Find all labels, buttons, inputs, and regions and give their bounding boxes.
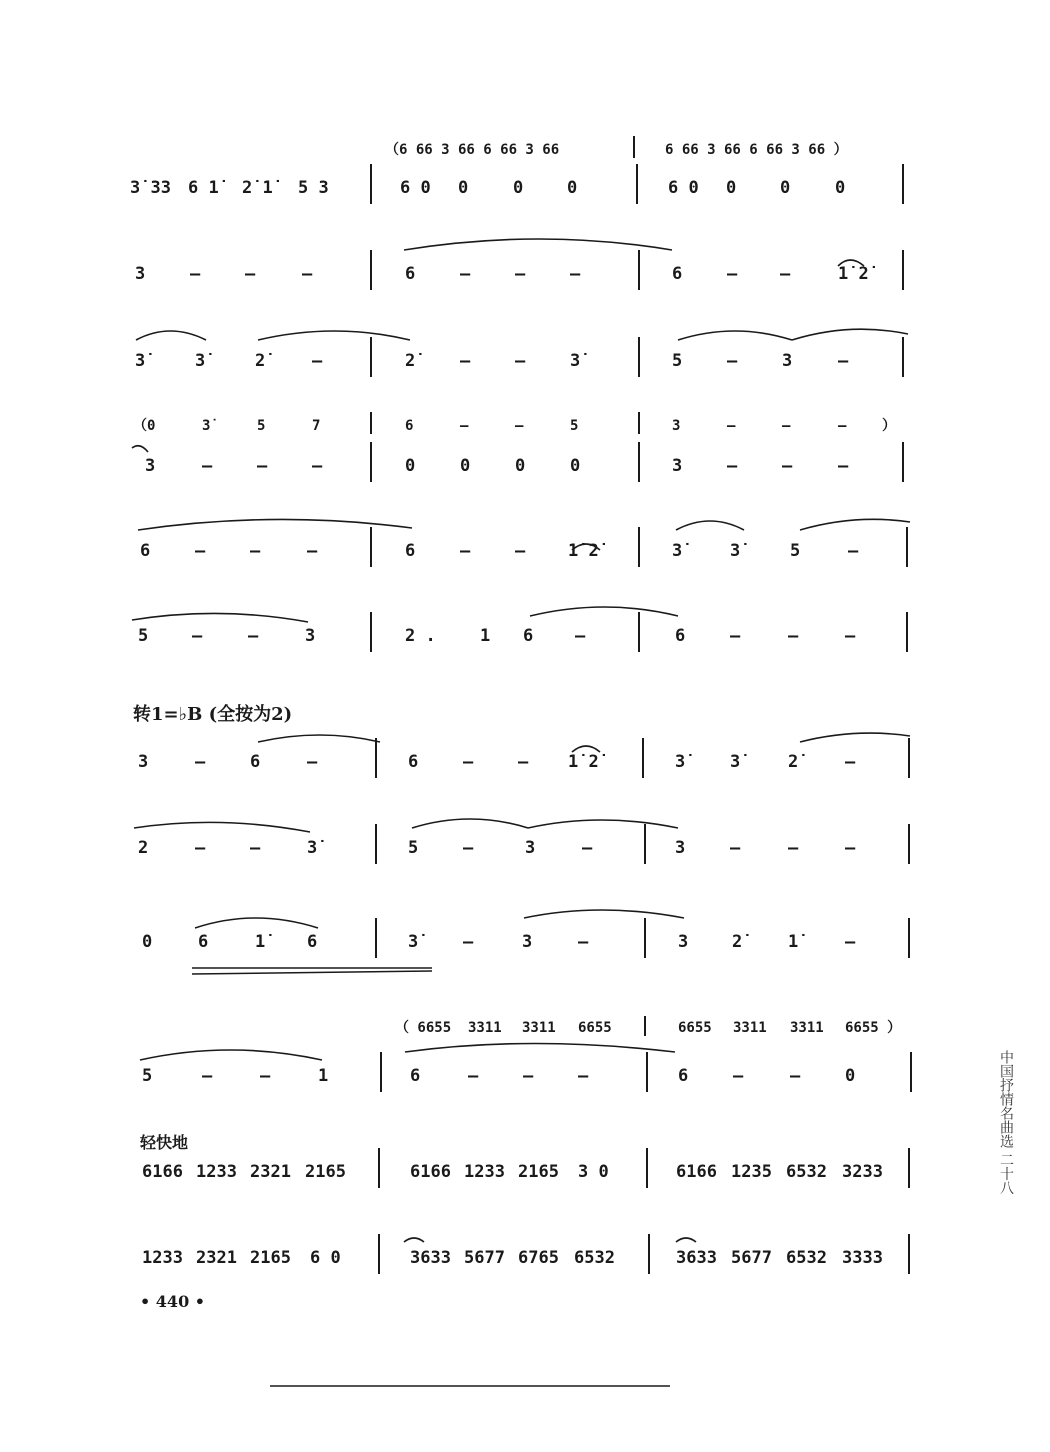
barline [910,1052,912,1092]
bracket-text: （ 6655 [395,1020,452,1036]
barline [902,337,904,377]
note: – [845,626,856,646]
note: 3633 [410,1248,451,1268]
barline [908,918,910,958]
note: – [260,1066,271,1086]
bracket-text: （0 [133,418,156,434]
note: – [518,752,529,772]
note: 0 [142,932,153,952]
note: 2165 [518,1162,559,1182]
note: 1 [318,1066,329,1086]
notes-line-3 [130,351,920,391]
barline [644,918,646,958]
note: 6 [405,541,416,561]
bracket-line-4 [130,416,920,456]
bracket-text: – [727,418,736,434]
barline [370,250,372,290]
note: – [307,752,318,772]
note: 0 [780,178,791,198]
notes-line-2 [130,264,920,304]
note: – [257,456,268,476]
note: – [250,838,261,858]
note: – [727,264,738,284]
slur [258,331,410,340]
note: – [202,456,213,476]
note: 2321 [196,1248,237,1268]
note: – [302,264,313,284]
barline [644,824,646,864]
note: 3 [782,351,793,371]
note: 2321 [250,1162,291,1182]
barline [638,527,640,567]
note: 0 [726,178,737,198]
note: 6 0 [310,1248,341,1268]
notes-line-12 [130,1248,920,1288]
note: 3̇ [570,351,581,371]
note: 6166 [676,1162,717,1182]
bracket-text: 6 66 3 66 6 66 3 66 ） [665,142,848,158]
note: – [845,752,856,772]
barline [638,412,640,434]
note: 3̇ [307,838,318,858]
barline [908,738,910,778]
barline [375,824,377,864]
note: 2 [138,838,149,858]
bracket-text: 3311 [468,1020,502,1036]
note: – [312,456,323,476]
note: – [250,541,261,561]
note: 6 [523,626,534,646]
note: – [790,1066,801,1086]
bracket-text: – [460,418,469,434]
note: 3 [305,626,316,646]
barline [908,1234,910,1274]
barline [370,527,372,567]
note: – [463,838,474,858]
barline [638,250,640,290]
note: 0 [513,178,524,198]
bracket-text: 3311 [733,1020,767,1036]
note: – [195,838,206,858]
note: 5 [138,626,149,646]
note: 3̇ [408,932,419,952]
barline [375,918,377,958]
barline [906,527,908,567]
note: – [460,541,471,561]
note: – [782,456,793,476]
note: 6166 [142,1162,183,1182]
note: – [195,752,206,772]
note: 3 [678,932,689,952]
note: 3633 [676,1248,717,1268]
notes-line-7 [130,752,920,792]
note: 6532 [574,1248,615,1268]
note: 1̇ 2̇ [838,264,869,284]
bracket-text: 6 [405,418,414,434]
note: 6 [410,1066,421,1086]
note: 2̇ 1̇ [242,178,273,198]
note: – [788,626,799,646]
note: 0 [567,178,578,198]
note: – [192,626,203,646]
slur [676,1238,696,1242]
note: – [463,932,474,952]
note: – [307,541,318,561]
note: 6 1̇ [188,178,219,198]
slur [800,519,910,530]
note: – [838,351,849,371]
note: – [848,541,859,561]
side-caption: 中国抒情名曲选 二十八 [998,1050,1014,1195]
bracket-text: 7 [312,418,321,434]
note: 3̇ [195,351,206,371]
note: 5 [142,1066,153,1086]
note: – [730,838,741,858]
slur [134,822,310,832]
note: – [780,264,791,284]
note: 6 [405,264,416,284]
note: 5 3 [298,178,329,198]
key-change-label: 转1=♭B (全按为2) [133,704,293,725]
note: 6 [408,752,419,772]
notes-line-1 [130,178,920,218]
note: – [460,351,471,371]
note: 1̇ 2̇ [568,541,599,561]
slur [404,1238,424,1242]
note: 1235 [731,1162,772,1182]
note: – [570,264,581,284]
note: 6532 [786,1162,827,1182]
note: 2̇ [732,932,743,952]
barline [375,738,377,778]
note: 3̇ [135,351,146,371]
note: 5 [672,351,683,371]
note: – [838,456,849,476]
note: 1̇ [255,932,266,952]
note: 3333 [842,1248,883,1268]
note: 3 [522,932,533,952]
barline [633,136,635,158]
note: 1233 [142,1248,183,1268]
note: 2̇ [255,351,266,371]
note: – [312,351,323,371]
notes-line-9 [130,932,920,972]
note: 2̇ [788,752,799,772]
notes-line-8 [130,838,920,878]
barline [370,612,372,652]
note: 0 [458,178,469,198]
note: – [468,1066,479,1086]
slur [404,239,672,250]
slur [412,819,528,828]
bracket-text: 3̇ [202,418,211,434]
note: 0 [845,1066,856,1086]
notes-line-6 [130,626,920,666]
note: – [245,264,256,284]
note: 0 [405,456,416,476]
note: 6 [250,752,261,772]
bracket-text: 3311 [522,1020,556,1036]
barline [644,1016,646,1036]
note: 3̇ [675,752,686,772]
barline [378,1234,380,1274]
note: 2 . [405,626,436,646]
note: 3 [145,456,156,476]
note: – [515,264,526,284]
note: – [578,932,589,952]
note: 0 [515,456,526,476]
barline [908,1148,910,1188]
note: 6765 [518,1248,559,1268]
note: 2165 [250,1248,291,1268]
barline [370,337,372,377]
page-number: • 440 • [140,1292,205,1311]
slur [676,521,744,530]
note: – [730,626,741,646]
slur [195,918,318,928]
note: – [727,351,738,371]
note: 3 [135,264,146,284]
barline [902,250,904,290]
barline [902,164,904,204]
note: – [575,626,586,646]
barline [370,164,372,204]
note: 0 [570,456,581,476]
bracket-text: – [838,418,847,434]
note: 2165 [305,1162,346,1182]
note: – [582,838,593,858]
note: 3̇ [730,541,741,561]
note: 6532 [786,1248,827,1268]
note: 5677 [731,1248,772,1268]
note: 3 [138,752,149,772]
barline [636,164,638,204]
slur [792,329,908,340]
barline [648,1234,650,1274]
barline [906,612,908,652]
note: 0 [460,456,471,476]
note: – [463,752,474,772]
note: – [202,1066,213,1086]
slur [524,910,684,918]
barline [370,412,372,434]
note: 0 [835,178,846,198]
note: – [248,626,259,646]
slur [800,733,910,742]
note: 6 [198,932,209,952]
bracket-text: ） [882,418,896,434]
bracket-text: – [782,418,791,434]
slur [132,613,308,622]
note: 5 [790,541,801,561]
bracket-text: 3 [672,418,681,434]
bracket-text: 6655 ） [845,1020,902,1036]
note: 6 [307,932,318,952]
note: – [578,1066,589,1086]
bracket-text: 6655 [678,1020,712,1036]
barline [378,1148,380,1188]
note: 3̇ [672,541,683,561]
note: 3 [672,456,683,476]
barline [908,824,910,864]
note: 6 [672,264,683,284]
bracket-text: – [515,418,524,434]
note: 5677 [464,1248,505,1268]
note: 1233 [464,1162,505,1182]
slur [678,331,792,340]
note: 6 0 [400,178,431,198]
note: 1233 [196,1162,237,1182]
note: – [788,838,799,858]
bracket-text: 5 [257,418,266,434]
note: 6 0 [668,178,699,198]
note: – [515,541,526,561]
note: 3 [525,838,536,858]
note: – [845,932,856,952]
note: – [195,541,206,561]
barline [638,337,640,377]
barline [638,612,640,652]
barline [646,1148,648,1188]
note: 1̇ [788,932,799,952]
notes-line-5 [130,541,920,581]
bracket-text: 3311 [790,1020,824,1036]
barline [638,442,640,482]
note: – [727,456,738,476]
note: 5 [408,838,419,858]
bracket-text: 6655 [578,1020,612,1036]
bracket-line-10 [130,1018,920,1058]
barline [370,442,372,482]
barline [902,442,904,482]
notes-line-10 [130,1066,920,1106]
notes-line-11 [130,1162,920,1202]
slur [530,607,678,616]
note: 6 [678,1066,689,1086]
note: 6 [140,541,151,561]
bracket-text: （6 66 3 66 6 66 3 66 [385,142,560,158]
note: 6166 [410,1162,451,1182]
note: – [190,264,201,284]
bracket-text: 5 [570,418,579,434]
note: 3233 [842,1162,883,1182]
slur [258,735,380,742]
note: 3̇ 33 [130,178,171,198]
note: – [515,351,526,371]
notes-line-4 [130,456,920,496]
barline [380,1052,382,1092]
barline [646,1052,648,1092]
note: 6 [675,626,686,646]
note: – [523,1066,534,1086]
slur [136,331,206,340]
note: – [845,838,856,858]
note: 3 [675,838,686,858]
bracket-line-1 [130,140,920,180]
note: 1 [480,626,491,646]
tempo-marking: 轻快地 [140,1133,189,1152]
slur [528,820,678,828]
note: 3̇ [730,752,741,772]
note: 3 0 [578,1162,609,1182]
note: 1̇ 2̇ [568,752,599,772]
barline [642,738,644,778]
note: – [460,264,471,284]
note: – [733,1066,744,1086]
note: 2̇ [405,351,416,371]
